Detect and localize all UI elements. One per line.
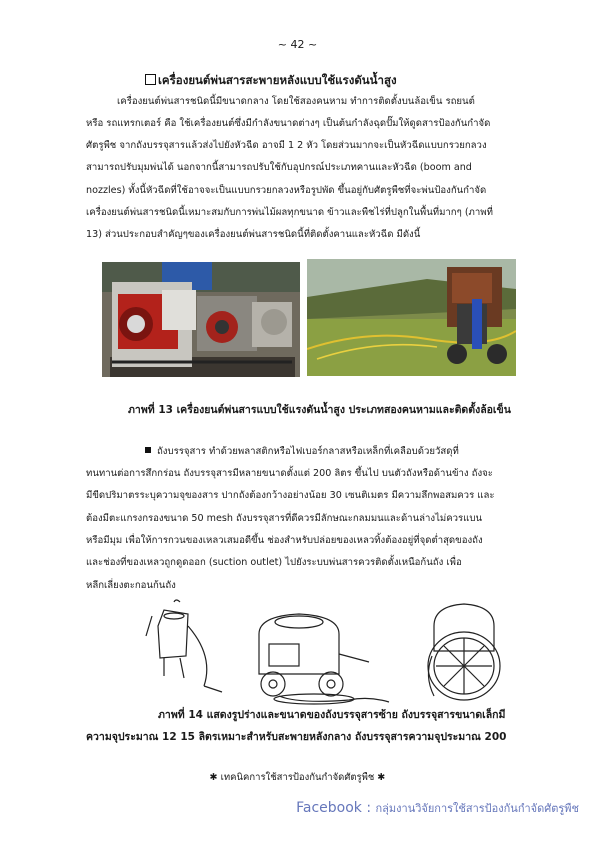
field-sprayer-photo [307,259,516,376]
tank-line: ทนทานต่อการสึกกร่อน ถังบรรจุสารมีหลายขนาดตั้งแต่ 200 ลิตร ขึ้นไป บนตัวถังหรือด้านข้าง ถังจะ [86,468,493,479]
footer-note: ✱ เทคนิคการใช้สารป้องกันกำจัดศัตรูพืช ✱ [209,772,386,783]
intro-line: เครื่องยนต์พ่นสารชนิดนี้มีขนาดกลาง โดยใช้สองคนหาม ทำการติดตั้งบนล้อเข็น รถยนต์ [117,96,475,107]
mist-blower-drawing [428,604,500,700]
tank-line [145,441,459,463]
intro-line: nozzles) ทั้งนี้หัวฉีดที่ใช้อาจจะเป็นแบบกรวยกลวงหรือรูปพัด ขึ้นอยู่กับศัตรูพืชที่จะพ่นป้องกันกำจัด [86,185,487,196]
bullet-icon [145,447,151,453]
page-number: ~ 42 ~ [277,38,318,51]
tank-line: มีขีดปริมาตรระบุความจุของสาร ปากถังต้องกว้างอย่างน้อย 30 เซนติเมตร มีความลึกพอสมควร และ [86,490,495,501]
figure14-caption-line: ภาพที่ 14 แสดงรูปร่างและขนาดของถังบรรจุสารซ้าย ถังบรรจุสารขนาดเล็กมี [158,709,506,721]
tank-line: ต้องมีตะแกรงกรองขนาด 50 mesh ถังบรรจุสารที่ดีควรมีลักษณะกลมมนและด้านล่างไม่ควรแบน [86,513,483,524]
section-title-text: เครื่องยนต์พ่นสารสะพายหลังแบบใช้แรงดันน้ำสูง [158,73,397,87]
intro-line: หรือ รถแทรกเตอร์ คือ ใช้เครื่องยนต์ซึ่งมีกำลังขนาดต่างๆ เป็นต้นกำลังฉุดปั๊มให้ดูดสารป้องกันกำจัด [86,118,491,129]
figure14-caption-line: ความจุประมาณ 12 15 ลิตรเหมาะสำหรับสะพายหลังกลาง ถังบรรจุสารความจุประมาณ 200 [86,731,507,743]
intro-line: เครื่องยนต์พ่นสารชนิดนี้เหมาะสมกับการพ่นไม้ผลทุกขนาด ข้าวและพืชไร่ที่ปลูกในพื้นที่มากๆ (ภาพที่ [86,207,493,218]
section-title [145,72,397,90]
facebook-label[interactable]: Facebook : [296,800,372,816]
engine-sprayer-photo [102,262,300,377]
intro-line: ศัตรูพืช จากถังบรรจุสารแล้วส่งไปยังหัวฉีด อาจมี 1 2 หัว โดยส่วนมากจะเป็นหัวฉีดแบบกรวยกลวง [86,140,487,151]
facebook-footer[interactable] [296,799,579,817]
figure13-caption: ภาพที่ 13 เครื่องยนต์พ่นสารแบบใช้แรงดันน้ำสูง ประเภทสองคนหามและติดตั้งล้อเข็น [128,404,511,416]
intro-line: 13) ส่วนประกอบสำคัญๆของเครื่องยนต์พ่นสารชนิดนี้ที่ติดตั้งคานและหัวฉีด มีดังนี้ [86,229,421,240]
facebook-group-name[interactable]: กลุ่มงานวิจัยการใช้สารป้องกันกำจัดศัตรูพืช [375,802,579,815]
checkbox-icon [145,74,156,85]
wheeled-sprayer-drawing [259,614,389,704]
tank-line: และช่องที่ของเหลวถูกดูดออก (suction outlet) ไปยังระบบพ่นสารควรติดตั้งเหนือก้นถัง เพื่อ [86,557,462,568]
tank-drawings [144,596,526,708]
tank-line-text: ถังบรรจุสาร ทำด้วยพลาสติกหรือไฟเบอร์กลาสหรือเหล็กที่เคลือบด้วยวัสดุที่ [157,446,459,457]
tank-line: หลีกเลี่ยงตะกอนก้นถัง [86,580,176,591]
tank-line: หรือมีมุม เพื่อให้การกวนของเหลวเสมอดีขึ้น ช่องสำหรับปล่อยของเหลวทิ้งต้องอยู่ที่จุดต่ำสุดของถัง [86,535,483,546]
knapsack-tank-drawing [146,600,222,692]
intro-line: สามารถปรับมุมพ่นได้ นอกจากนี้สามารถปรับใช้กับอุปกรณ์ประเภทคานและหัวฉีด (boom and [86,162,472,173]
